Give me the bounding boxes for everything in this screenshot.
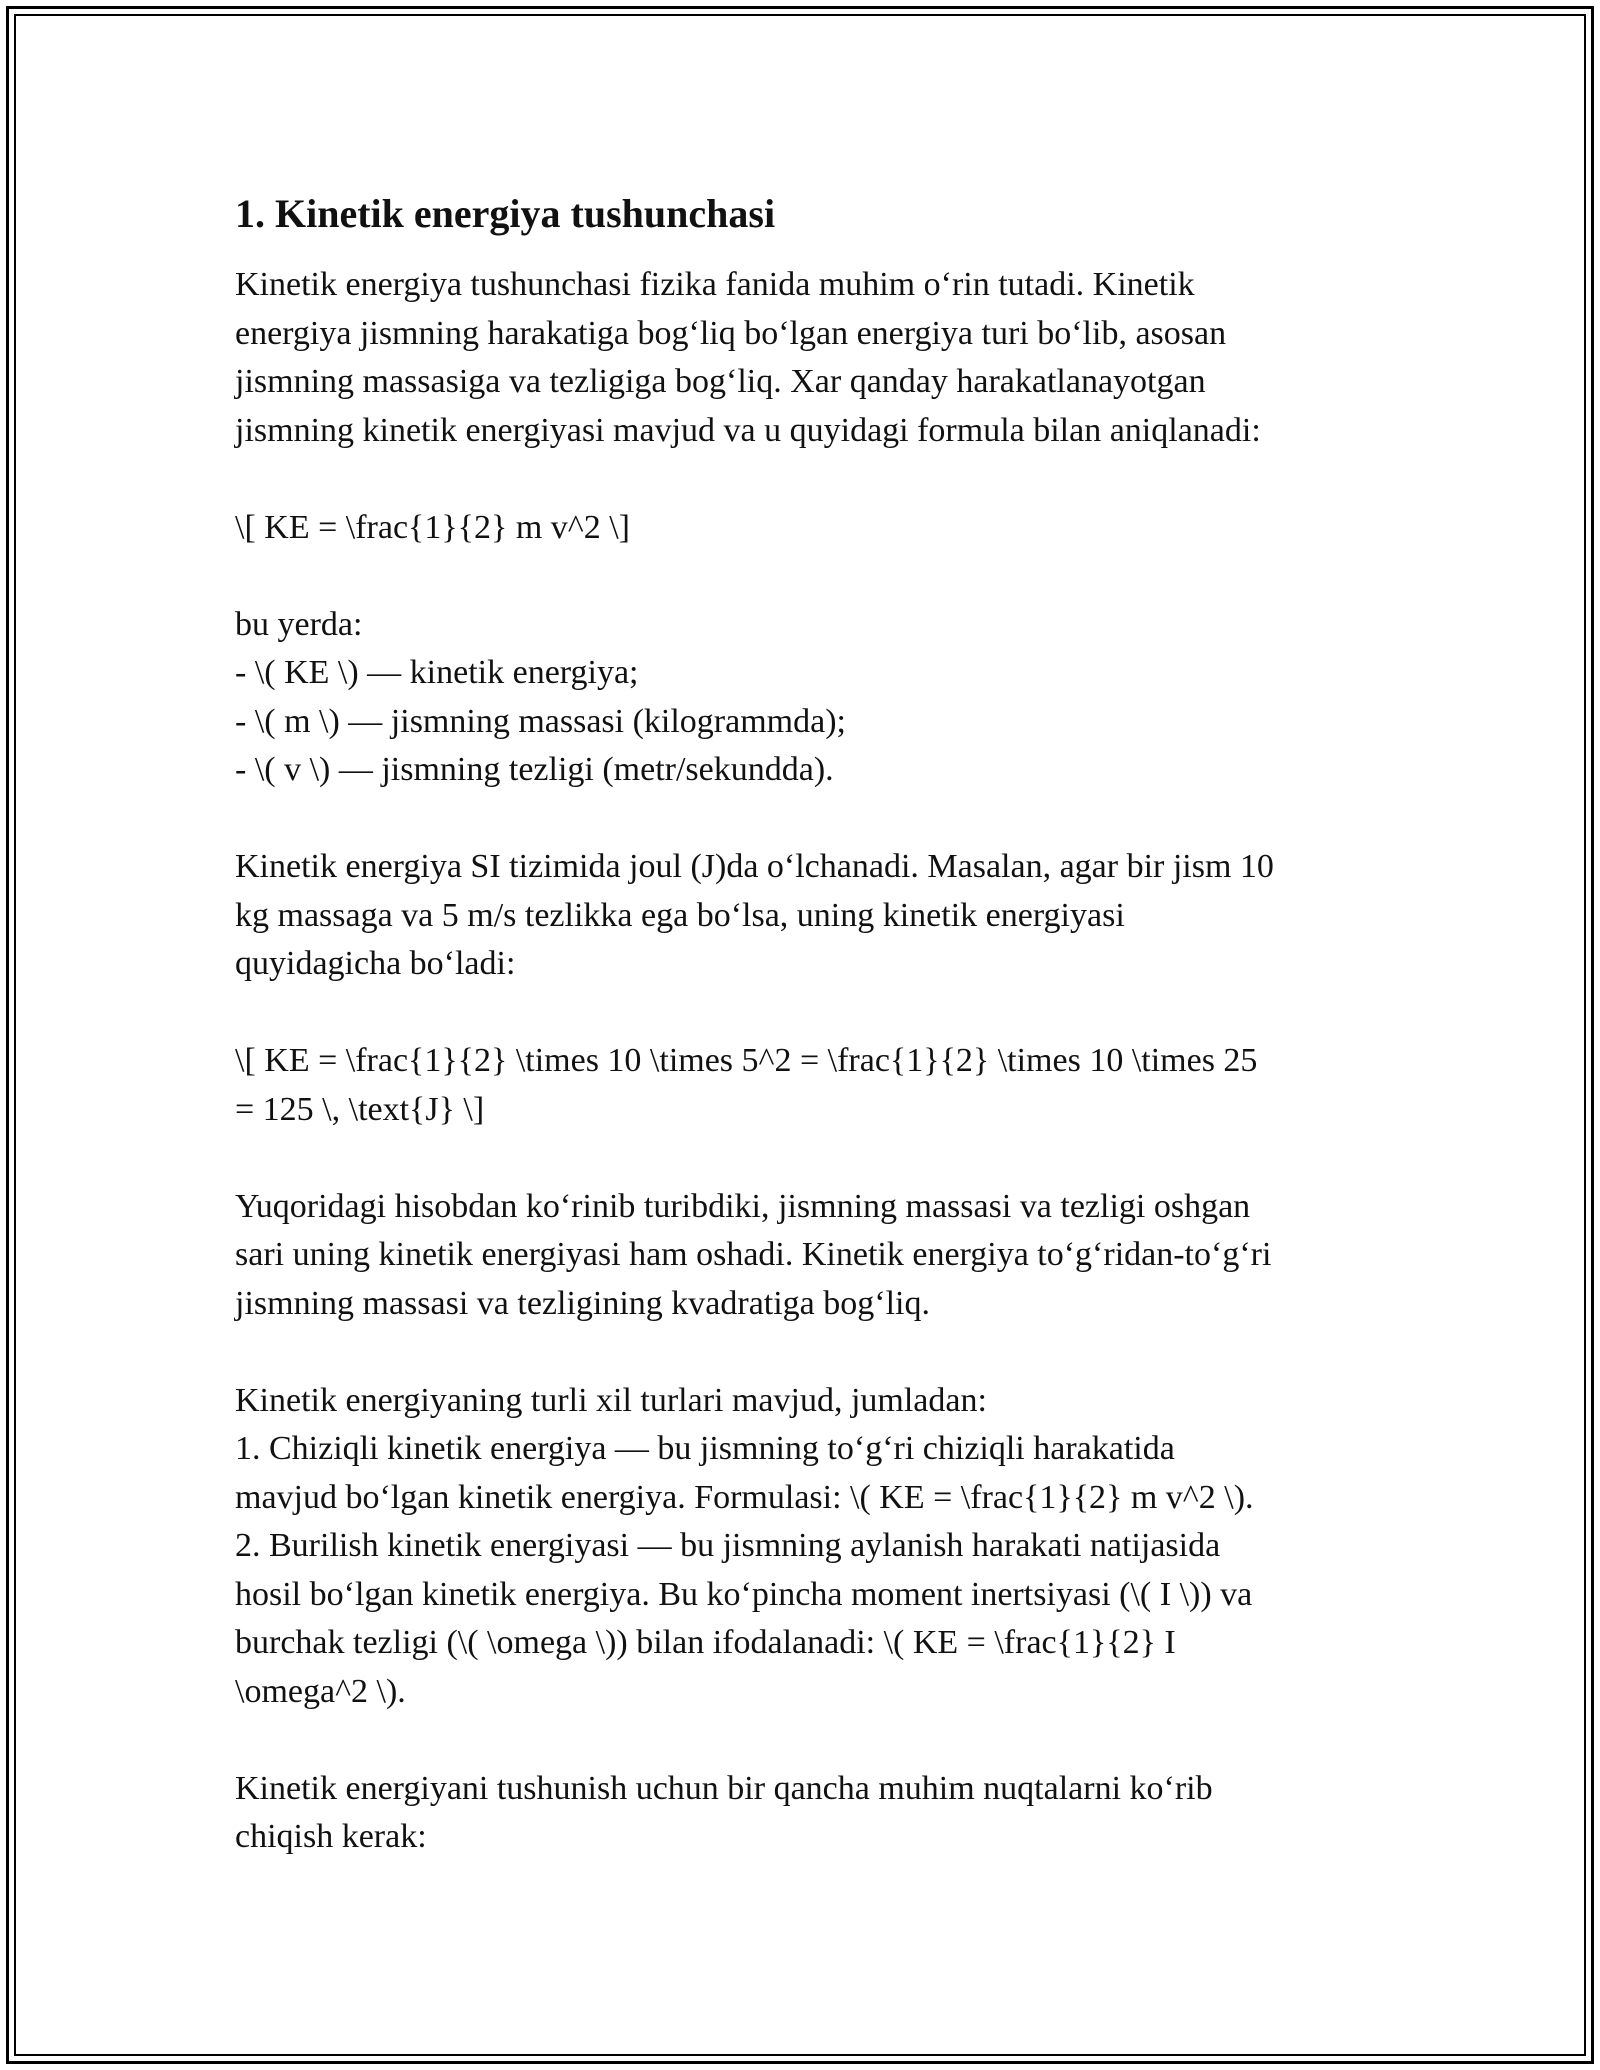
formula-line: \[ KE = \frac{1}{2} m v^2 \] bbox=[235, 508, 630, 546]
text-line: hosil bo‘lgan kinetik energiya. Bu ko‘pincha moment inertsiyasi (\( I \)) va bbox=[235, 1575, 1253, 1613]
text-line: sari uning kinetik energiyasi ham oshadi. Kinetik energiya to‘g‘ridan-to‘g‘ri bbox=[235, 1236, 1272, 1273]
section-heading: 1. Kinetik energiya tushunchasi bbox=[235, 191, 776, 236]
formula-line: \[ KE = \frac{1}{2} \times 10 \times 5^2 = \frac{1}{2} \times 10 \times 25 bbox=[235, 1042, 1258, 1079]
text-line: burchak tezligi (\( \omega \)) bilan ifodalanadi: \( KE = \frac{1}{2} I bbox=[235, 1624, 1176, 1661]
formula-example bbox=[235, 1037, 1365, 1134]
list-item: - \( m \) — jismning massasi (kilogrammda); bbox=[235, 702, 846, 740]
document-body bbox=[235, 188, 1365, 1910]
text-line: kg massaga va 5 m/s tezlikka ega bo‘lsa, uning kinetik energiyasi bbox=[235, 896, 1125, 934]
paragraph-conclusion bbox=[235, 1183, 1365, 1329]
text-line: Yuqoridagi hisobdan ko‘rinib turibdiki, jismning massasi va tezligi oshgan bbox=[235, 1187, 1251, 1225]
text-line: Kinetik energiyani tushunish uchun bir qancha muhim nuqtalarni ko‘rib bbox=[235, 1769, 1213, 1807]
text-line: Kinetik energiya SI tizimida joul (J)da o‘lchanadi. Masalan, agar bir jism 10 bbox=[235, 848, 1274, 885]
list-item: 1. Chiziqli kinetik energiya — bu jismning to‘g‘ri chiziqli harakatida bbox=[235, 1430, 1175, 1467]
text-line: mavjud bo‘lgan kinetik energiya. Formulasi: \( KE = \frac{1}{2} m v^2 \). bbox=[235, 1478, 1254, 1516]
text-line: Kinetik energiyaning turli xil turlari mavjud, jumladan: bbox=[235, 1381, 987, 1419]
text-line: quyidagicha bo‘ladi: bbox=[235, 945, 516, 982]
list-item: - \( v \) — jismning tezligi (metr/sekundda). bbox=[235, 751, 834, 788]
text-line: bu yerda: bbox=[235, 605, 363, 643]
paragraph-intro bbox=[235, 261, 1365, 455]
paragraph-closing bbox=[235, 1765, 1365, 1862]
text-line: energiya jismning harakatiga bog‘liq bo‘lgan energiya turi bo‘lib, asosan bbox=[235, 314, 1227, 352]
text-line: chiqish kerak: bbox=[235, 1818, 427, 1855]
text-line: jismning kinetik energiyasi mavjud va u quyidagi formula bilan aniqlanadi: bbox=[235, 411, 1261, 449]
text-line: \omega^2 \). bbox=[235, 1672, 406, 1710]
text-line: jismning massasiga va tezligiga bog‘liq. Xar qanday harakatlanayotgan bbox=[235, 363, 1206, 400]
paragraph-types bbox=[235, 1377, 1365, 1717]
text-line: Kinetik energiya tushunchasi fizika fanida muhim o‘rin tutadi. Kinetik bbox=[235, 266, 1195, 303]
paragraph-units bbox=[235, 843, 1365, 989]
list-item: 2. Burilish kinetik energiyasi — bu jismning aylanish harakati natijasida bbox=[235, 1527, 1221, 1564]
formula-line: = 125 \, \text{J} \] bbox=[235, 1090, 485, 1128]
text-line: jismning massasi va tezligining kvadratiga bog‘liq. bbox=[235, 1284, 930, 1322]
definitions-list bbox=[235, 601, 1365, 795]
formula-kinetic-energy bbox=[235, 504, 1365, 553]
list-item: - \( KE \) — kinetik energiya; bbox=[235, 654, 639, 691]
